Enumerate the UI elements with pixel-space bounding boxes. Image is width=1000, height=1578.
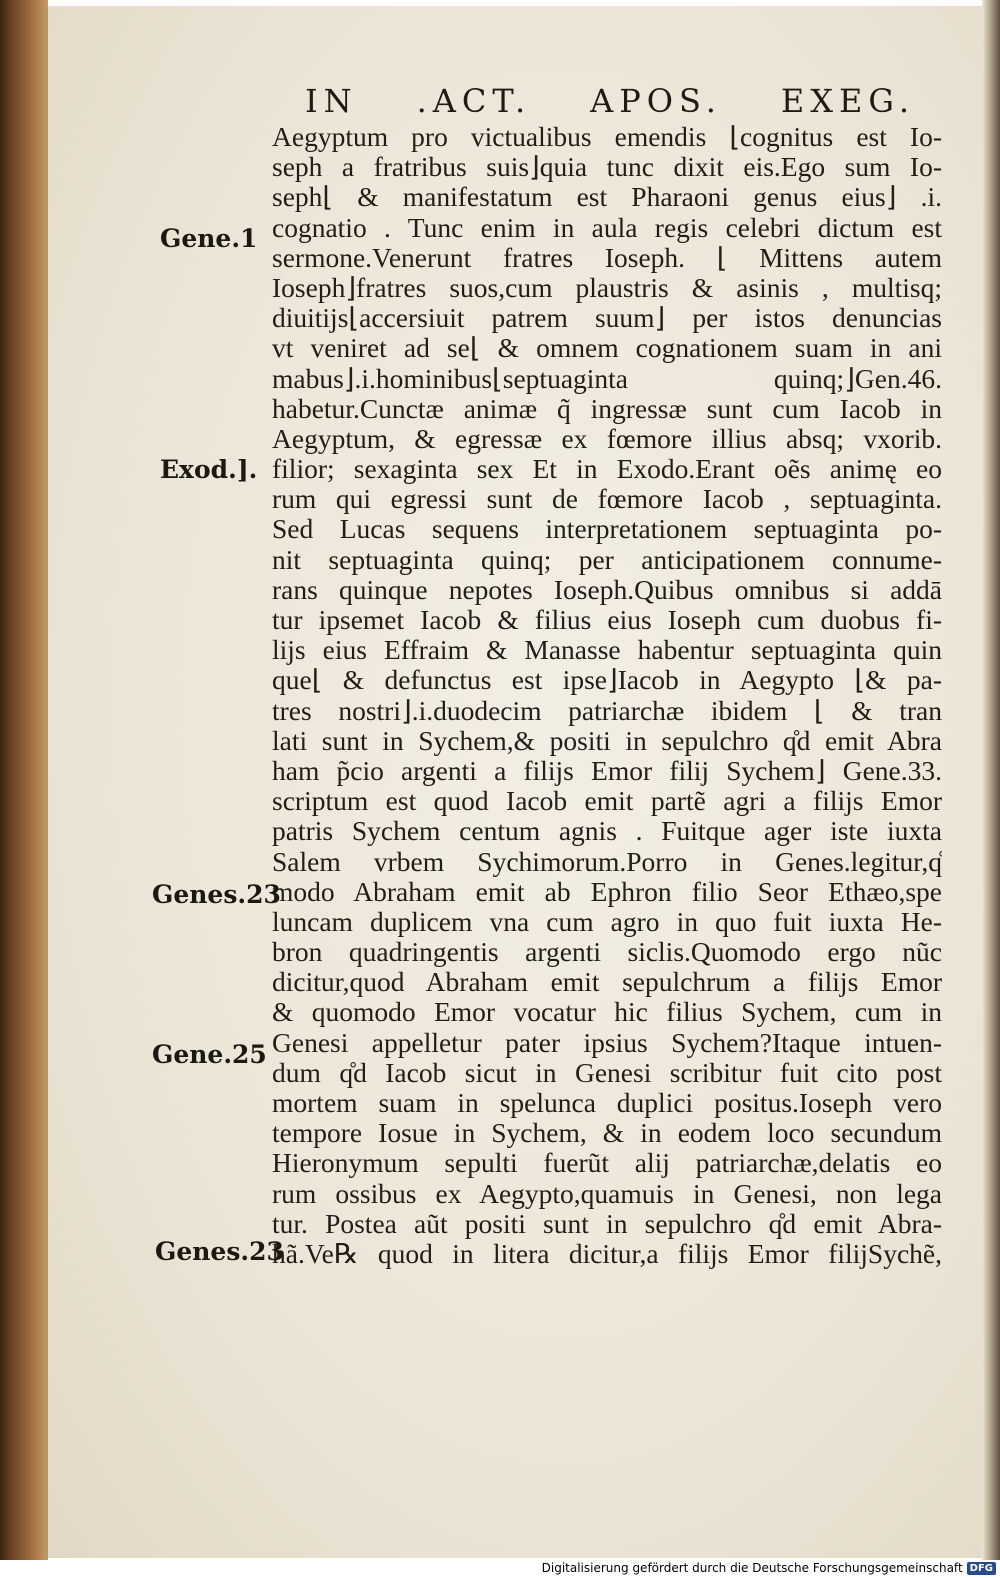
header-part: IN (305, 82, 358, 120)
text-line: seph a fratribus suis⌋quia tunc dixit eis.Ego sum Io- (272, 152, 942, 183)
text-line: Salem vrbem Sychimorum.Porro in Genes.legitur,q̊ (272, 846, 942, 877)
digitization-credit (542, 1560, 996, 1576)
header-part: APOS. (590, 82, 722, 120)
text-line: Aegyptum, & egressæ ex fœmore illius absq; vxorib. (272, 423, 942, 454)
text-line: nit septuaginta quinq; per anticipationem connume- (272, 544, 942, 575)
text-line: rum ossibus ex Aegypto,quamuis in Genesi, non lega (272, 1178, 942, 1209)
text-line: cognatio . Tunc enim in aula regis celebri dictum est (272, 212, 942, 243)
margin-note: Gene.25 (152, 1040, 267, 1069)
text-line: dum q̊d Iacob sicut in Genesi scribitur fuit cito post (272, 1057, 942, 1088)
header-part: EXEG. (780, 82, 915, 120)
text-line: tur. Postea aũt positi sunt in sepulchro q̊d emit Abra- (272, 1208, 942, 1239)
text-line: Sed Lucas sequens interpretationem septuaginta po- (272, 514, 942, 545)
text-line: patris Sychem centum agnis . Fuitque ager iste iuxta (272, 816, 942, 847)
margin-note: Gene.1 (160, 224, 258, 253)
text-line: tempore Iosue in Sychem, & in eodem loco secundum (272, 1118, 942, 1149)
text-line: sermone.Venerunt fratres Ioseph. ⌊ Mittens autem (272, 242, 942, 273)
text-line: habetur.Cunctæ animæ q̃ ingressæ sunt cum Iacob in (272, 393, 942, 424)
dfg-logo-icon: DFG (967, 1562, 996, 1575)
text-line: scriptum est quod Iacob emit partẽ agri a filijs Emor (272, 786, 942, 817)
text-line: Genesi appelletur pater ipsius Sychem?Itaque intuen- (272, 1027, 942, 1058)
page-edge (982, 0, 1000, 1560)
text-line: seph⌊ & manifestatum est Pharaoni genus eius⌋ .i. (272, 182, 942, 213)
text-line: ham p̃cio argenti a filijs Emor filij Sychem⌋ Gene.33. (272, 755, 942, 786)
text-line: filior; sexaginta sex Et in Exodo.Erant oẽs animę eo (272, 454, 942, 485)
text-line: lijs eius Effraim & Manasse habentur septuaginta quin (272, 635, 942, 666)
text-line: diuitijs⌊accersiuit patrem suum⌋ per istos denuncias (272, 303, 942, 334)
running-header (305, 82, 915, 120)
text-line: lati sunt in Sychem,& positi in sepulchro q̊d emit Abra (272, 725, 942, 756)
text-line: modo Abraham emit ab Ephron filio Seor Ethæo,spe (272, 876, 942, 907)
margin-note: Genes.23 (155, 1237, 284, 1266)
text-line: que⌊ & defunctus est ipse⌋Iacob in Aegypto ⌊& pa- (272, 665, 942, 696)
text-line: rum qui egressi sunt de fœmore Iacob , septuaginta. (272, 484, 942, 515)
text-line: rans quinque nepotes Ioseph.Quibus omnibus si addā (272, 574, 942, 605)
text-line: Aegyptum pro victualibus emendis ⌊cognitus est Io- (272, 122, 942, 152)
text-line: & quomodo Emor vocatur hic filius Sychem, cum in (272, 997, 942, 1028)
text-line: hã.Ve℞ quod in litera dicitur,a filijs Emor filijSychẽ, (272, 1238, 942, 1269)
text-line: dicitur,quod Abraham emit sepulchrum a filijs Emor (272, 967, 942, 998)
text-line: luncam duplicem vna cum agro in quo fuit iuxta He- (272, 906, 942, 937)
main-text-block (272, 122, 942, 1269)
header-part: .ACT. (416, 82, 532, 120)
text-line: mortem suam in spelunca duplici positus.Ioseph vero (272, 1088, 942, 1118)
margin-note: Genes.23 (152, 880, 281, 909)
text-line: Hieronymum sepulti fuerũt alij patriarchæ,delatis eo (272, 1148, 942, 1179)
text-line: Ioseph⌋fratres suos,cum plaustris & asinis , multisq; (272, 272, 942, 303)
text-line: mabus⌋.i.hominibus⌊septuaginta quinq;⌋Gen.46. (272, 363, 942, 394)
text-line: tur ipsemet Iacob & filius eius Ioseph cum duobus fi- (272, 605, 942, 635)
credit-text: Digitalisierung gefördert durch die Deutsche Forschungsgemeinschaft (541, 1561, 963, 1575)
margin-note: Exod.]. (160, 455, 258, 484)
text-line: bron quadringentis argenti siclis.Quomodo ergo nũc (272, 937, 942, 968)
text-line: vt veniret ad se⌊ & omnem cognationem suam in ani (272, 333, 942, 364)
text-line: tres nostri⌋.i.duodecim patriarchæ ibidem ⌊ & tran (272, 695, 942, 726)
book-spine (0, 0, 48, 1560)
